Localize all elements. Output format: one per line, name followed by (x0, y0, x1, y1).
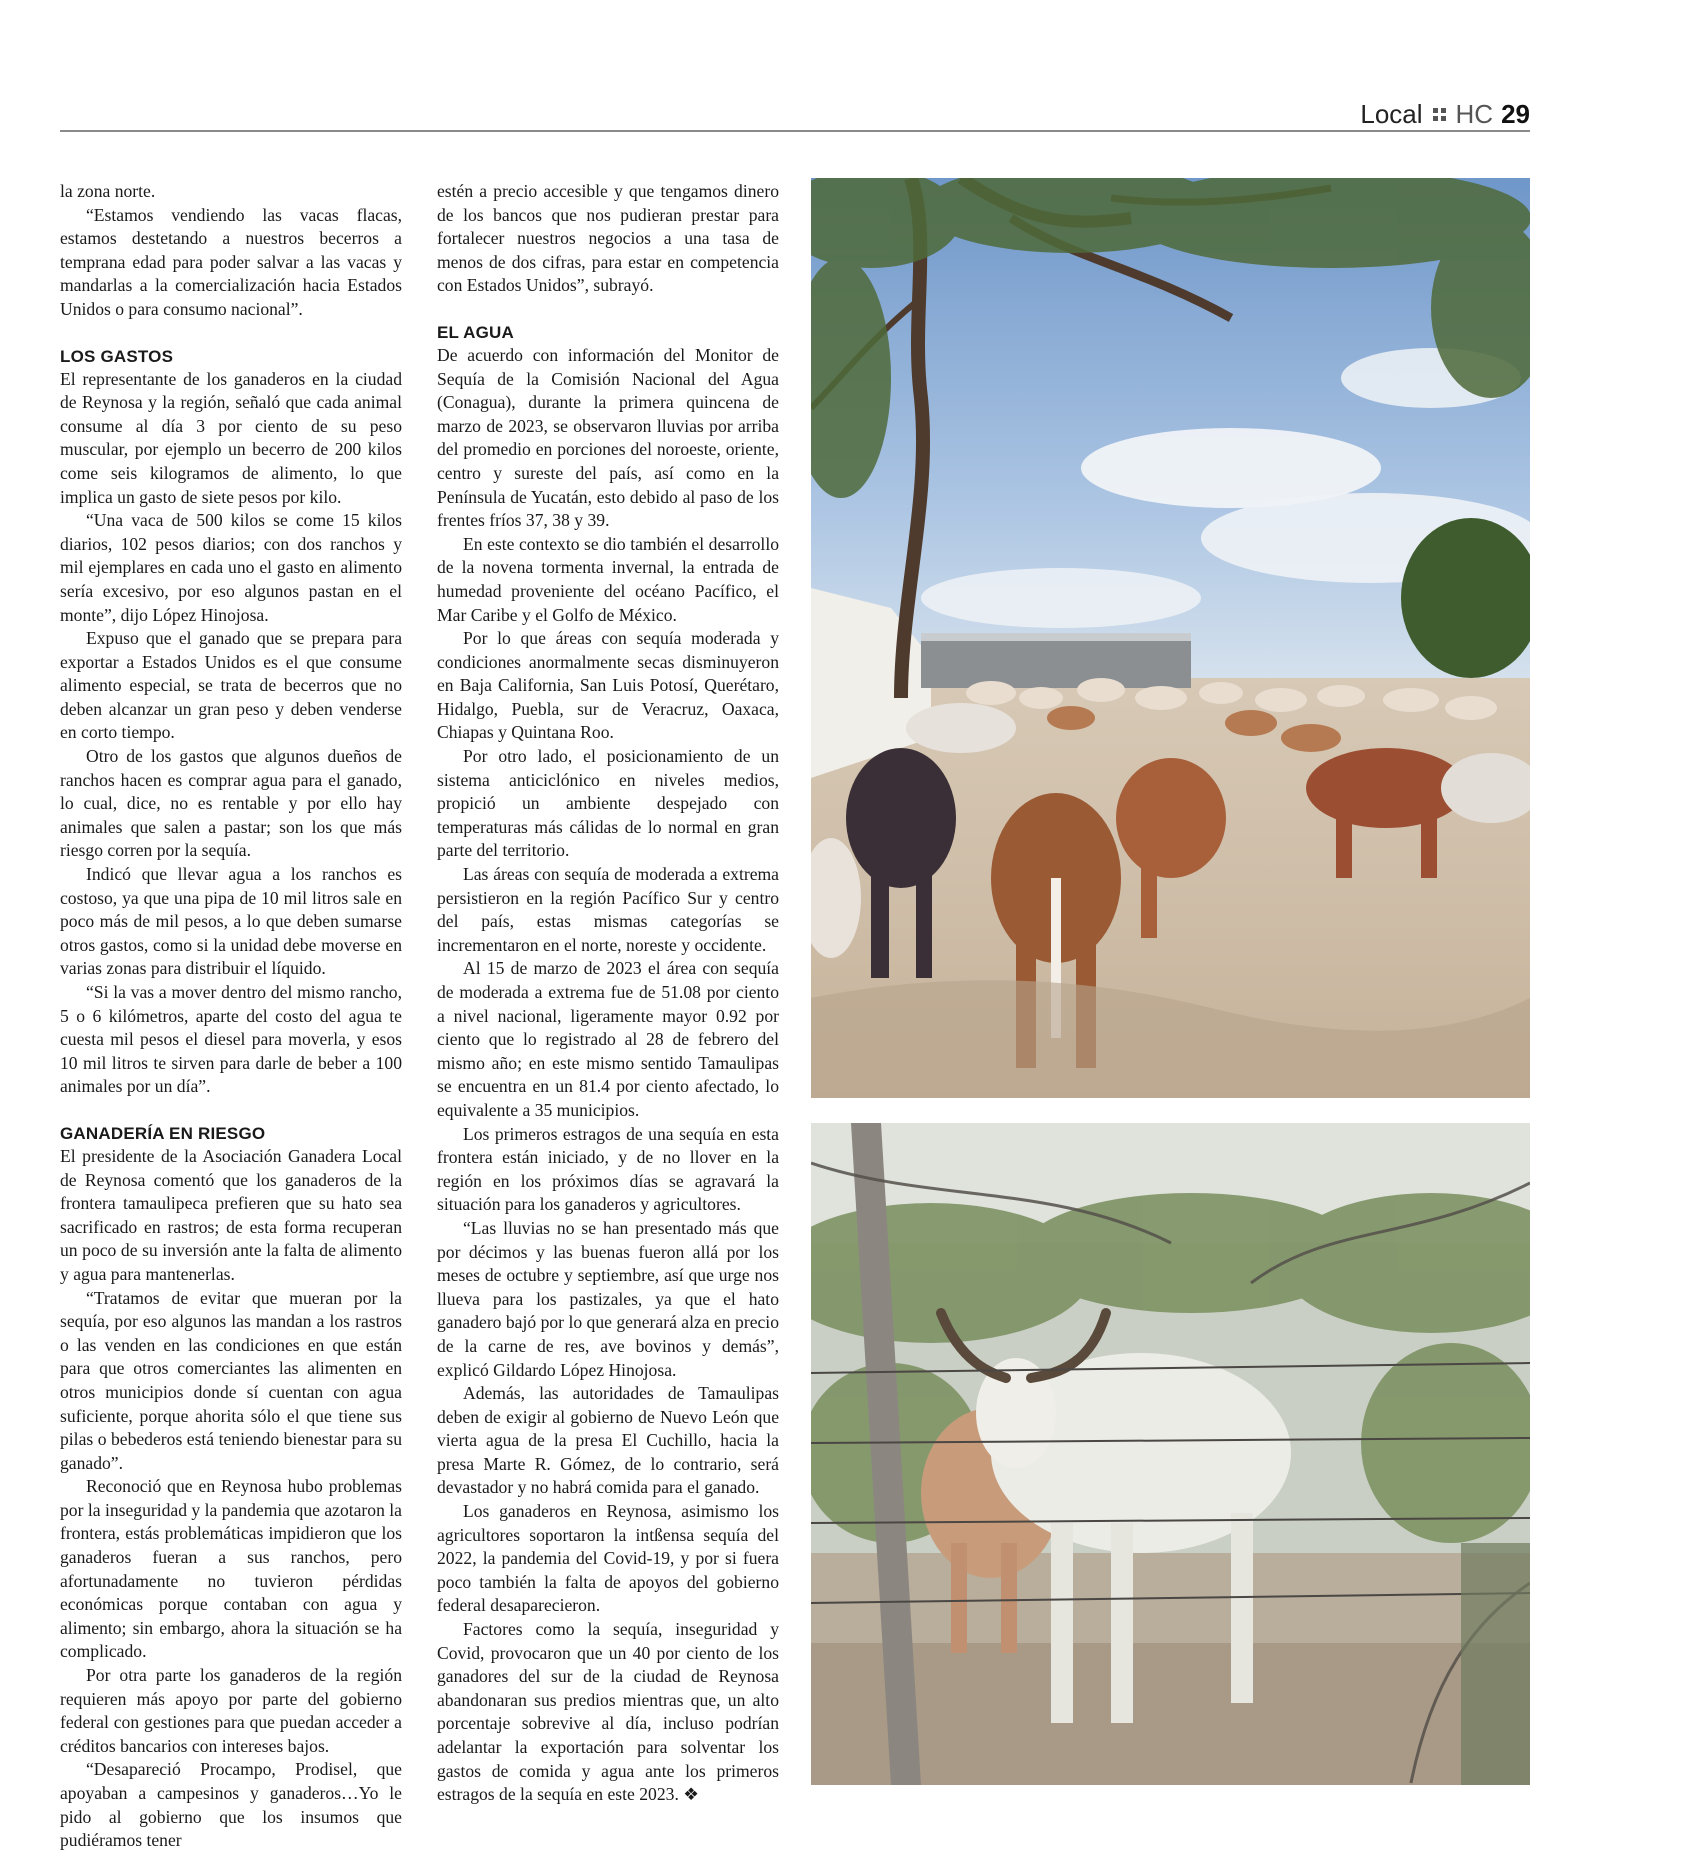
header-folio (1360, 100, 1530, 128)
paragraph: De acuerdo con información del Monitor de Sequía de la Comisión Nacional del Agua (Conagua), durante la primera quincena de marzo de 2023, se observaron lluvias por arriba del promedio en porciones del noroeste, oriente, centro y sureste del país, así como en la Península de Yucatán, esto debido al paso de los frentes fríos 37, 38 y 39. (437, 344, 779, 531)
cattle-corral-image (811, 178, 1530, 1098)
paragraph: El presidente de la Asociación Ganadera Local de Reynosa comentó que los ganaderos de la frontera tamaulipeca prefieren que su hato sea sacrificado en rastros; de esta forma recuperan un poco de su inversión ante la falta de alimento y agua para mantenerlas. (60, 1145, 402, 1284)
paragraph: “Desapareció Procampo, Prodisel, que apoyaban a campesinos y ganaderos…Yo le pido al gobierno que los insumos que pudiéramos tener (60, 1759, 402, 1851)
photo-cow-calf-fence (811, 1123, 1530, 1785)
article-column-1 (60, 180, 402, 1853)
header-rule (60, 130, 1530, 132)
subheading-gastos: LOS GASTOS (60, 346, 174, 366)
paragraph: “Estamos vendiendo las vacas flacas, estamos destetando a nuestros becerros a temprana edad para poder salvar a las vacas y mandarlas a la comercialización hacia Estados Unidos o para consumo nacional”. (60, 204, 402, 319)
paragraph: Por otro lado, el posicionamiento de un sistema anticiclónico en niveles medios, propició un ambiente despejado con temperaturas más cálidas de lo normal en gran parte del territorio. (437, 746, 779, 861)
paragraph: Por lo que áreas con sequía moderada y condiciones anormalmente secas disminuyeron en Baja California, San Luis Potosí, Querétaro, Hidalgo, Puebla, sur de Veracruz, Oaxaca, Chiapas y Quintana Roo. (437, 628, 779, 743)
paragraph: “Tratamos de evitar que mueran por la sequía, por eso algunos las mandan a los rastros o las venden en las condiciones en que están para que otros comerciantes las alimenten en otros municipios donde sí cuentan con agua suficiente, porque ahorita sólo el que tiene sus pilas o bebederos está teniendo bienestar para su ganado”. (60, 1287, 402, 1473)
paragraph: estén a precio accesible y que tengamos dinero de los bancos que nos pudieran prestar para fortalecer nuestros negocios a una tasa de menos de dos cifras, para estar en competencia con Estados Unidos”, subrayó. (437, 181, 779, 296)
photo-cattle-corral (811, 178, 1530, 1098)
paragraph: Expuso que el ganado que se prepara para exportar a Estados Unidos es el que consume alimento especial, se trata de becerros que no deben alcanzar un gran peso y deben venderse en corto tiempo. (60, 628, 402, 743)
paragraph: Reconoció que en Reynosa hubo problemas por la inseguridad y la pandemia que azotaron la frontera, estás problemáticas impidieron que los ganaderos fueran a sus ranchos, pero afortunadamente no tuvieron pérdidas económicas porque contaban con agua y alimento; sin embargo, ahora la situación se ha complicado. (60, 1476, 402, 1662)
section-name: Local (1360, 99, 1423, 129)
paragraph: Además, las autoridades de Tamaulipas deben de exigir al gobierno de Nuevo León que vierta agua de la presa El Cuchillo, hacia la presa Marte R. Gómez, de lo contrario, será devastador y no habrá comida para el ganado. (437, 1383, 779, 1498)
brand-logo: HC (1455, 99, 1494, 129)
cow-calf-fence-image (811, 1123, 1530, 1785)
subheading-agua: EL AGUA (437, 322, 514, 342)
paragraph: Indicó que llevar agua a los ranchos es costoso, ya que una pipa de 10 mil litros sale en poco más de mil pesos, a lo que deben sumarse otros gastos, como si la unidad debe moverse en varias zonas para distribuir el líquido. (60, 864, 402, 979)
paragraph: la zona norte. (60, 181, 156, 201)
paragraph: Por otra parte los ganaderos de la región requieren más apoyo por parte del gobierno federal con gestiones para que puedan acceder a créditos bancarios con intereses bajos. (60, 1665, 402, 1756)
paragraph: Factores como la sequía, inseguridad y Covid, provocaron que un 40 por ciento de los ganadores del sur de la ciudad de Reynosa abandonaran sus predios mientras que, un alto porcentaje sobrevive al día, incluso podrían adelantar la exportación para solventar los gastos de comida y agua ante los primeros estragos de la sequía en este 2023. ❖ (437, 1619, 779, 1805)
paragraph: El representante de los ganaderos en la ciudad de Reynosa y la región, señaló que cada animal consume al día 3 por ciento de su peso muscular, por ejemplo un becerro de 200 kilos come seis kilogramos de alimento, lo que implica un gasto de siete pesos por kilo. (60, 368, 402, 507)
paragraph: Al 15 de marzo de 2023 el área con sequía de moderada a extrema fue de 51.08 por ciento a nivel nacional, ligeramente mayor 0.92 por ciento que lo registrado al 28 de febrero del mismo año; en este mismo sentido Tamaulipas se encuentra en un 81.4 por ciento afectado, lo equivalente a 35 municipios. (437, 958, 779, 1120)
paragraph: “Una vaca de 500 kilos se come 15 kilos diarios, 102 pesos diarios; con dos ranchos y mil ejemplares en cada uno el gasto en alimento sería excesivo, por eso algunos pastan en el monte”, dijo López Hinojosa. (60, 510, 402, 625)
paragraph: Los primeros estragos de una sequía en esta frontera están iniciado, y de no llover en la región en los próximos días se agravará la situación para los ganaderos y agricultores. (437, 1123, 779, 1215)
article-column-2 (437, 180, 779, 1807)
paragraph: Las áreas con sequía de moderada a extrema persistieron en la región Pacífico Sur y centro del país, estas mismas categorías se incrementaron en el norte, noreste y occidente. (437, 864, 779, 955)
subheading-ganaderia: GANADERÍA EN RIESGO (60, 1123, 266, 1143)
separator-dots-icon (1433, 108, 1446, 121)
paragraph: “Si la vas a mover dentro del mismo rancho, 5 o 6 kilómetros, aparte del costo del agua te cuesta mil pesos el diesel para moverla, y esos 10 mil litros te sirven para darle de beber a 100 animales por un día”. (60, 982, 402, 1097)
paragraph: En este contexto se dio también el desarrollo de la novena tormenta invernal, la entrada de humedad proveniente del océano Pacífico, el Mar Caribe y el Golfo de México. (437, 533, 779, 625)
paragraph: Otro de los gastos que algunos dueños de ranchos hacen es comprar agua para el ganado, lo cual, dice, no es rentable y por ello hay animales que salen a pastar; son los que más riesgo corren por la sequía. (60, 746, 402, 861)
page-number: 29 (1501, 99, 1530, 129)
page-header (60, 100, 1530, 132)
paragraph: Los ganaderos en Reynosa, asimismo los agricultores soportaron la intßensa sequía del 2022, la pandemia del Covid-19, y por si fuera poco también la falta de apoyos del gobierno federal desaparecieron. (437, 1501, 779, 1616)
paragraph: “Las lluvias no se han presentado más que por décimos y las buenas fueron allá por los meses de octubre y septiembre, así que urge nos llueva para los pastizales, ya que el hato ganadero bajó por lo que generará alza en precio de la carne de res, ave bovinos y demás”, explicó Gildardo López Hinojosa. (437, 1217, 779, 1380)
